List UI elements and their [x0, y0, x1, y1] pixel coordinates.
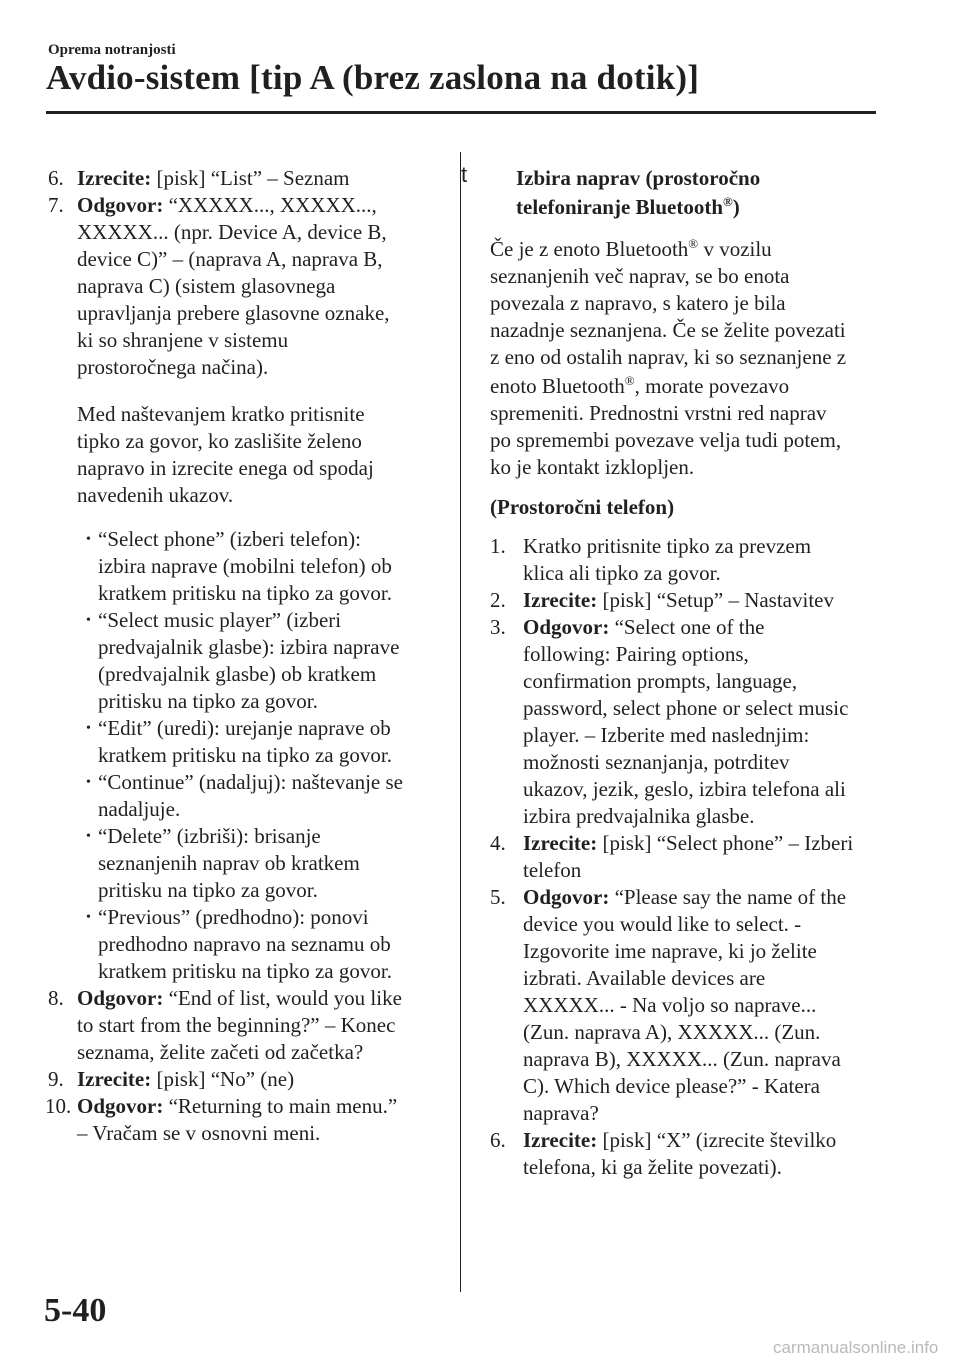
intro-text: Če je z enoto Bluetooth — [490, 237, 689, 261]
text-line: ki so shranjene v sistemu — [77, 328, 289, 352]
text-line: naprava C) (sistem glasovnega — [77, 274, 336, 298]
step-number: 10. — [45, 1094, 72, 1118]
text-line: device C)” – (naprava A, naprava B, — [77, 247, 383, 271]
bullet-icon: • — [86, 721, 91, 736]
step-number: 9. — [48, 1067, 64, 1091]
intro-line: nazadnje seznanjena. Če se želite povezati — [490, 318, 846, 342]
intro-line: spremeniti. Prednostni vrstni red naprav — [490, 401, 827, 425]
step-5-line — [523, 884, 846, 911]
bullet-line: kratkem pritisku na tipko za govor. — [98, 581, 392, 605]
step-number: 6. — [490, 1128, 506, 1152]
text-line: player. – Izberite med naslednjim: — [523, 723, 810, 747]
step-text: [pisk] “Setup” – Nastavitev — [597, 588, 834, 612]
bullet-icon: • — [86, 613, 91, 628]
registered-mark: ® — [723, 194, 733, 209]
step-number: 2. — [490, 588, 506, 612]
step-text: [pisk] “X” (izrecite številko — [597, 1128, 837, 1152]
text-line: confirmation prompts, language, — [523, 669, 798, 693]
bullet-line: predhodno napravo na seznamu ob — [98, 932, 391, 956]
step-10-line — [77, 1093, 397, 1120]
step-text: [pisk] “List” – Seznam — [151, 166, 350, 190]
text-line: Med naštevanjem kratko pritisnite — [77, 402, 365, 426]
text-line: klica ali tipko za govor. — [523, 561, 721, 585]
bullet-icon: • — [86, 910, 91, 925]
step-label: Izrecite: — [523, 831, 598, 855]
bullet-line: pritisku na tipko za govor. — [98, 878, 318, 902]
bullet-line: “Edit” (uredi): urejanje naprave ob — [98, 716, 391, 740]
bullet-line: nadaljuje. — [98, 797, 181, 821]
bullet-line: “Select music player” (izberi — [98, 608, 342, 632]
text-line: izbrati. Available devices are — [523, 966, 766, 990]
text-line: to start from the beginning?” – Konec — [77, 1013, 396, 1037]
text-line: navedenih ukazov. — [77, 483, 234, 507]
bullet-line: pritisku na tipko za govor. — [98, 689, 318, 713]
step-number: 4. — [490, 831, 506, 855]
text-line: password, select phone or select music — [523, 696, 849, 720]
text-line: XXXXX... - Na voljo so naprave... — [523, 993, 817, 1017]
step-label: Odgovor: — [77, 1094, 164, 1118]
bullet-line: izbira naprave (mobilni telefon) ob — [98, 554, 392, 578]
step-6-line — [77, 165, 350, 192]
step-number: 6. — [48, 166, 64, 190]
bullet-icon: • — [86, 775, 91, 790]
step-text: [pisk] “No” (ne) — [151, 1067, 295, 1091]
bullet-icon: • — [86, 532, 91, 547]
text-line: naprava? — [523, 1101, 599, 1125]
subheading: (Prostoročni telefon) — [490, 495, 675, 519]
step-3-line — [523, 614, 764, 641]
watermark: carmanualsonline.info — [773, 1338, 939, 1357]
intro-line: seznanjenih več naprav, se bo enota — [490, 264, 790, 288]
step-number: 3. — [490, 615, 506, 639]
text-line: C). Which device please?” - Katera — [523, 1074, 820, 1098]
text-line: XXXXX... (npr. Device A, device B, — [77, 220, 387, 244]
text-line: (Zun. naprava A), XXXXX... (Zun. — [523, 1020, 821, 1044]
text-line: upravljanja prebere glasovne oznake, — [77, 301, 390, 325]
step-6-line — [523, 1127, 836, 1154]
intro-line: po spremembi povezave velja tudi potem, — [490, 428, 842, 452]
bullet-line: “Continue” (nadaljuj): naštevanje se — [98, 770, 403, 794]
intro-text: v vozilu — [698, 237, 772, 261]
text-line: naprava B), XXXXX... (Zun. naprava — [523, 1047, 841, 1071]
bullet-line: kratkem pritisku na tipko za govor. — [98, 743, 392, 767]
text-line: prostoročnega načina). — [77, 355, 269, 379]
intro-line — [490, 236, 772, 263]
header-rule — [46, 111, 876, 114]
bullet-line: “Select phone” (izberi telefon): — [98, 527, 361, 551]
registered-mark: ® — [688, 236, 699, 251]
text-line: izbira predvajalnika glasbe. — [523, 804, 755, 828]
step-8-line — [77, 985, 402, 1012]
text-line: telefona, ki ga želite povezati). — [523, 1155, 782, 1179]
step-text: “Select one of the — [609, 615, 765, 639]
step-label: Izrecite: — [77, 166, 152, 190]
text-line: following: Pairing options, — [523, 642, 749, 666]
step-number: 1. — [490, 534, 506, 558]
step-label: Izrecite: — [523, 1128, 598, 1152]
section-marker-icon: t — [461, 162, 468, 187]
section-heading: Izbira naprav (prostoročno — [516, 166, 761, 190]
step-9-line — [77, 1066, 294, 1093]
bullet-icon: • — [86, 829, 91, 844]
bullet-line: predvajalnik glasbe): izbira naprave — [98, 635, 400, 659]
text-line: možnosti seznanjanja, potrditev — [523, 750, 790, 774]
bullet-line: seznanjenih naprav ob kratkem — [98, 851, 360, 875]
step-2-line — [523, 587, 834, 614]
text-line: ukazov, jezik, geslo, izbira telefona ali — [523, 777, 846, 801]
step-text: Kratko pritisnite tipko za prevzem — [523, 534, 812, 558]
intro-line — [490, 373, 789, 400]
intro-line: ko je kontakt izklopljen. — [490, 455, 695, 479]
running-header-section: Oprema notranjosti — [48, 42, 176, 58]
column-divider — [460, 152, 461, 1292]
bullet-line: “Delete” (izbriši): brisanje — [98, 824, 321, 848]
step-text: [pisk] “Select phone” – Izberi — [597, 831, 854, 855]
text-line: – Vračam se v osnovni meni. — [77, 1121, 321, 1145]
step-label: Odgovor: — [523, 615, 610, 639]
bullet-line: (predvajalnik glasbe) ob kratkem — [98, 662, 377, 686]
page-title: Avdio-sistem [tip A (brez zaslona na dotik)] — [46, 58, 700, 97]
step-text: “End of list, would you like — [163, 986, 402, 1010]
text-line: seznama, želite začeti od začetka? — [77, 1040, 364, 1064]
step-label: Izrecite: — [523, 588, 598, 612]
step-label: Izrecite: — [77, 1067, 152, 1091]
intro-text: , morate povezavo — [634, 374, 790, 398]
text-line: Izgovorite ime naprave, ki jo želite — [523, 939, 817, 963]
step-text: “Returning to main menu.” — [163, 1094, 398, 1118]
text-line: device you would like to select. - — [523, 912, 802, 936]
step-number: 7. — [48, 193, 64, 217]
text-line: telefon — [523, 858, 582, 882]
step-text: “Please say the name of the — [609, 885, 847, 909]
bullet-line: kratkem pritisku na tipko za govor. — [98, 959, 392, 983]
step-4-line — [523, 830, 853, 857]
text-line: tipko za govor, ko zaslišite želeno — [77, 429, 362, 453]
section-heading-line2 — [516, 194, 740, 221]
step-7-line — [77, 192, 377, 219]
intro-line: z eno od ostalih naprav, ki so seznanjene z — [490, 345, 847, 369]
intro-line: povezala z napravo, s katero je bila — [490, 291, 786, 315]
heading-text: ) — [732, 195, 740, 219]
step-text: “XXXXX..., XXXXX..., — [163, 193, 377, 217]
heading-text: telefoniranje Bluetooth — [516, 195, 724, 219]
step-number: 8. — [48, 986, 64, 1010]
step-label: Odgovor: — [523, 885, 610, 909]
step-label: Odgovor: — [77, 986, 164, 1010]
text-line: napravo in izrecite enega od spodaj — [77, 456, 374, 480]
bullet-line: “Previous” (predhodno): ponovi — [98, 905, 369, 929]
registered-mark: ® — [624, 373, 635, 388]
page-number: 5-40 — [44, 1292, 107, 1329]
step-number: 5. — [490, 885, 506, 909]
intro-text: enoto Bluetooth — [490, 374, 625, 398]
step-label: Odgovor: — [77, 193, 164, 217]
